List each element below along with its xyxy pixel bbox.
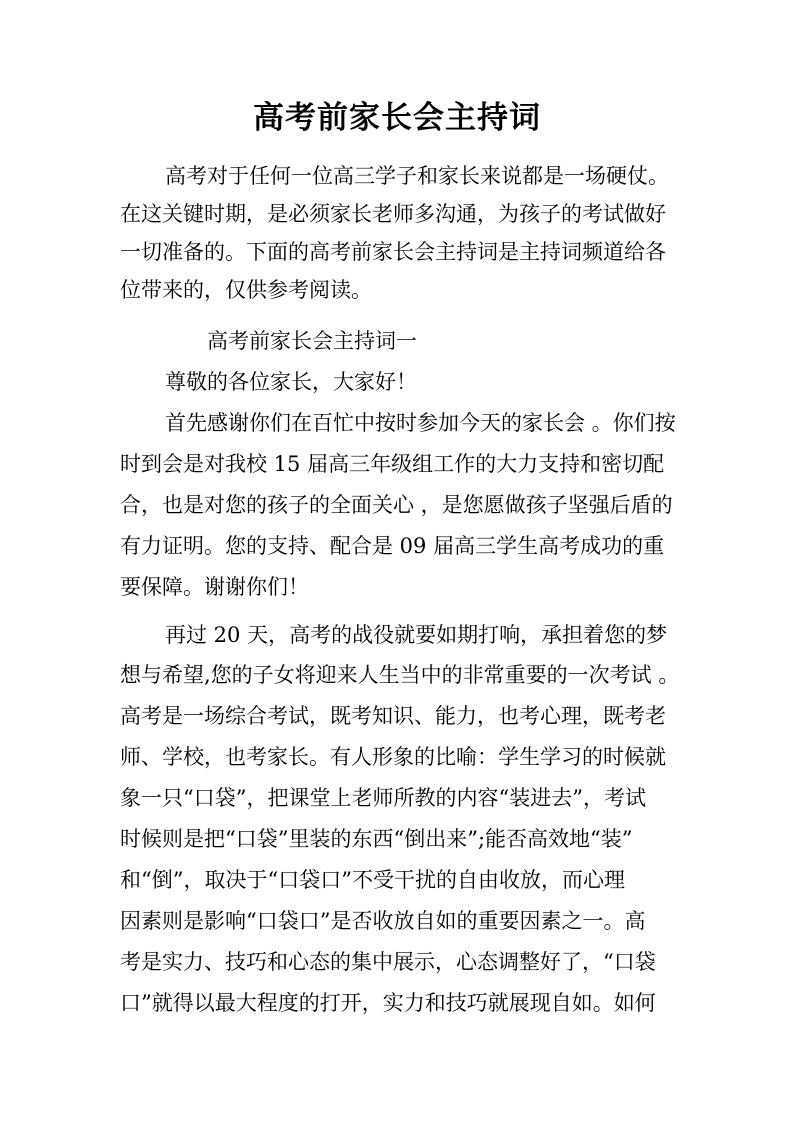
paragraph-line: 要保障。谢谢你们！ <box>120 575 309 599</box>
paragraph-line: 考是实力、技巧和心态的集中展示，心态调整好了，“口袋 <box>120 950 656 974</box>
paragraph-line: 因素则是影响“口袋口”是否收放自如的重要因素之一。高 <box>120 909 646 933</box>
paragraph-line: 再过 20 天，高考的战役就要如期打响，承担着您的梦 <box>165 623 668 647</box>
intro-line: 一切准备的。下面的高考前家长会主持词是主持词频道给各 <box>120 240 666 264</box>
paragraph-line: 口”就得以最大程度的打开，实力和技巧就展现自如。如何 <box>120 991 656 1015</box>
paragraph-line: 时到会是对我校 15 届高三年级组工作的大力支持和密切配 <box>120 452 665 476</box>
paragraph-line: 和“倒”，取决于“口袋口”不受干扰的自由收放，而心理 <box>120 868 625 892</box>
section-heading: 高考前家长会主持词一 <box>207 329 417 353</box>
paragraph-line: 想与希望,您的子女将迎来人生当中的非常重要的一次考试 。 <box>120 663 680 687</box>
intro-line: 在这关键时期，是必须家长老师多沟通，为孩子的考试做好 <box>120 202 666 226</box>
intro-line: 位带来的，仅供参考阅读。 <box>120 278 372 302</box>
paragraph-line: 高考是一场综合考试，既考知识、能力，也考心理，既考老 <box>120 704 666 728</box>
paragraph-line: 象一只“口袋”，把课堂上老师所教的内容“装进去”，考试 <box>120 786 646 810</box>
paragraph-line: 首先感谢你们在百忙中按时参加今天的家长会 。你们按 <box>165 411 676 435</box>
paragraph-line: 有力证明。您的支持、配合是 09 届高三学生高考成功的重 <box>120 534 665 558</box>
paragraph-line: 师、学校，也考家长。有人形象的比喻：学生学习的时候就 <box>120 745 666 769</box>
paragraph-line: 合，也是对您的孩子的全面关心 ，是您愿做孩子坚强后盾的 <box>120 493 673 517</box>
greeting-line: 尊敬的各位家长，大家好！ <box>165 370 417 394</box>
paragraph-line: 时候则是把“口袋”里装的东西“倒出来”;能否高效地“装” <box>120 827 633 851</box>
document-title: 高考前家长会主持词 <box>253 100 541 136</box>
intro-line: 高考对于任何一位高三学子和家长来说都是一场硬仗。 <box>165 164 669 188</box>
